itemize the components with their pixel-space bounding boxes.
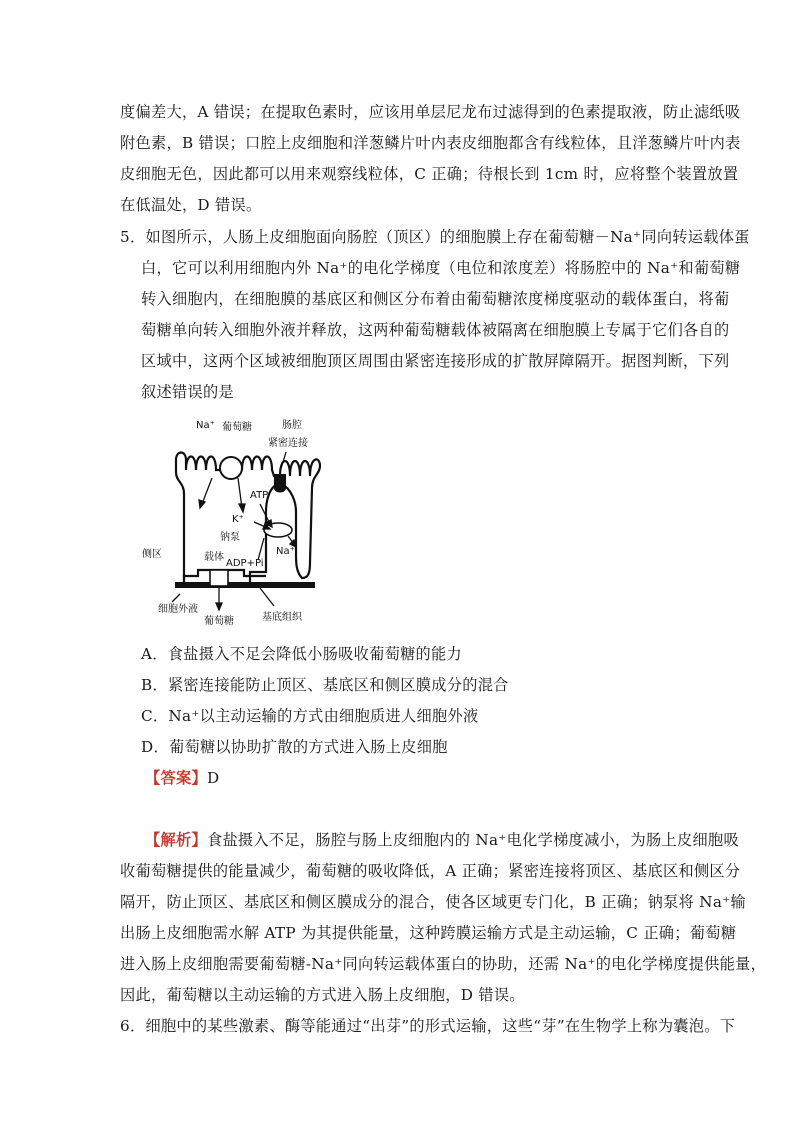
option-c: C．Na⁺以主动运输的方式由细胞质进人细胞外液 bbox=[141, 707, 479, 725]
cell-diagram bbox=[140, 412, 340, 627]
label-k: K⁺ bbox=[232, 514, 244, 525]
question-stem-line: 叙述错误的是 bbox=[141, 383, 234, 401]
label-lateral: 侧区 bbox=[142, 549, 162, 560]
basal-pointer bbox=[260, 588, 274, 606]
explanation-first-line bbox=[145, 830, 739, 850]
label-basal-tissue: 基底组织 bbox=[262, 612, 302, 623]
prev-explanation-line: 皮细胞无色，因此都可以用来观察线粒体，C 正确；待根长到 1cm 时，应将整个装置放置 bbox=[120, 165, 739, 183]
option-a: A．食盐摄入不足会降低小肠吸收葡萄糖的能力 bbox=[141, 645, 463, 663]
label-atp: ATP bbox=[250, 490, 269, 501]
explanation-line: 进入肠上皮细胞需要葡萄糖-Na⁺同向转运载体蛋白的协助，还需 Na⁺的电化学梯度提供能量， bbox=[120, 955, 767, 973]
adp-arrow bbox=[258, 538, 264, 560]
explanation-tag: 【解析】 bbox=[145, 831, 207, 849]
carrier-box bbox=[210, 570, 228, 586]
answer-line bbox=[145, 768, 219, 788]
prev-explanation-line: 附色素，B 错误；口腔上皮细胞和洋葱鳞片叶内表皮细胞都含有线粒体，且洋葱鳞片叶内表 bbox=[120, 134, 741, 152]
label-adp-pi: ADP+Pi bbox=[226, 558, 264, 569]
tight-junction-knob bbox=[274, 474, 286, 493]
label-carrier: 载体 bbox=[204, 552, 224, 563]
question-stem-line: 萄糖单向转入细胞外液并释放，这两种葡萄糖载体被隔离在细胞膜上专属于它们各自的 bbox=[141, 321, 730, 339]
label-na-out: Na⁺ bbox=[276, 546, 295, 557]
question-stem-line: 白，它可以利用细胞内外 Na⁺的电化学梯度（电位和浓度差）将肠腔中的 Na⁺和葡萄糖 bbox=[141, 259, 741, 277]
basal-tissue-bar bbox=[175, 582, 315, 588]
explanation-text: 食盐摄入不足，肠腔与肠上皮细胞内的 Na⁺电化学梯度减小，为肠上皮细胞吸 bbox=[206, 831, 739, 849]
option-d: D．葡萄糖以协助扩散的方式进入肠上皮细胞 bbox=[141, 738, 448, 756]
prev-explanation-line: 在低温处，D 错误。 bbox=[120, 196, 262, 214]
label-ecf: 细胞外液 bbox=[158, 604, 198, 615]
label-tight-junction: 紧密连接 bbox=[268, 438, 308, 449]
question-stem-line: 区域中，这两个区域被细胞顶区周围由紧密连接形成的扩散屏障隔开。据图判断，下列 bbox=[141, 352, 730, 370]
explanation-line: 因此，葡萄糖以主动运输的方式进入肠上皮细胞，D 错误。 bbox=[120, 986, 525, 1004]
label-glucose-top: 葡萄糖 bbox=[222, 422, 252, 433]
label-sodium-pump: 钠泵 bbox=[220, 532, 240, 543]
option-b: B．紧密连接能防止顶区、基底区和侧区膜成分的混合 bbox=[141, 676, 509, 694]
answer-value: D bbox=[206, 769, 220, 787]
question-stem-line: 5．如图所示，人肠上皮细胞面向肠腔（顶区）的细胞膜上存在葡萄糖－Na⁺同向转运载体蛋 bbox=[120, 228, 750, 246]
question-6-stem: 6．细胞中的某些激素、酶等能通过“出芽”的形式运输，这些“芽”在生物学上称为囊泡。下 bbox=[120, 1017, 736, 1035]
label-lumen: 肠腔 bbox=[282, 420, 302, 431]
question-stem-line: 转入细胞内，在细胞膜的基底区和侧区分布着由葡萄糖浓度梯度驱动的载体蛋白，将葡 bbox=[141, 290, 730, 308]
label-glucose-bottom: 葡萄糖 bbox=[204, 616, 234, 627]
ecf-pointer bbox=[172, 594, 180, 602]
na-entry-arrow bbox=[202, 478, 212, 504]
explanation-line: 收葡萄糖提供的能量减少，葡萄糖的吸收降低，A 正确；紧密连接将顶区、基底区和侧区分 bbox=[120, 862, 741, 880]
prev-explanation-line: 度偏差大，A 错误；在提取色素时，应该用单层尼龙布过滤得到的色素提取液，防止滤纸吸 bbox=[120, 103, 741, 121]
answer-tag: 【答案】 bbox=[145, 769, 207, 787]
explanation-line: 出肠上皮细胞需水解 ATP 为其提供能量，这种跨膜运输方式是主动运输，C 正确；葡萄糖 bbox=[120, 924, 737, 942]
cotransporter-circle bbox=[220, 457, 242, 479]
explanation-line: 隔开，防止顶区、基底区和侧区膜成分的混合，使各区域更专门化，B 正确；钠泵将 Na⁺输 bbox=[120, 893, 747, 911]
label-na-top: Na⁺ bbox=[196, 420, 215, 431]
